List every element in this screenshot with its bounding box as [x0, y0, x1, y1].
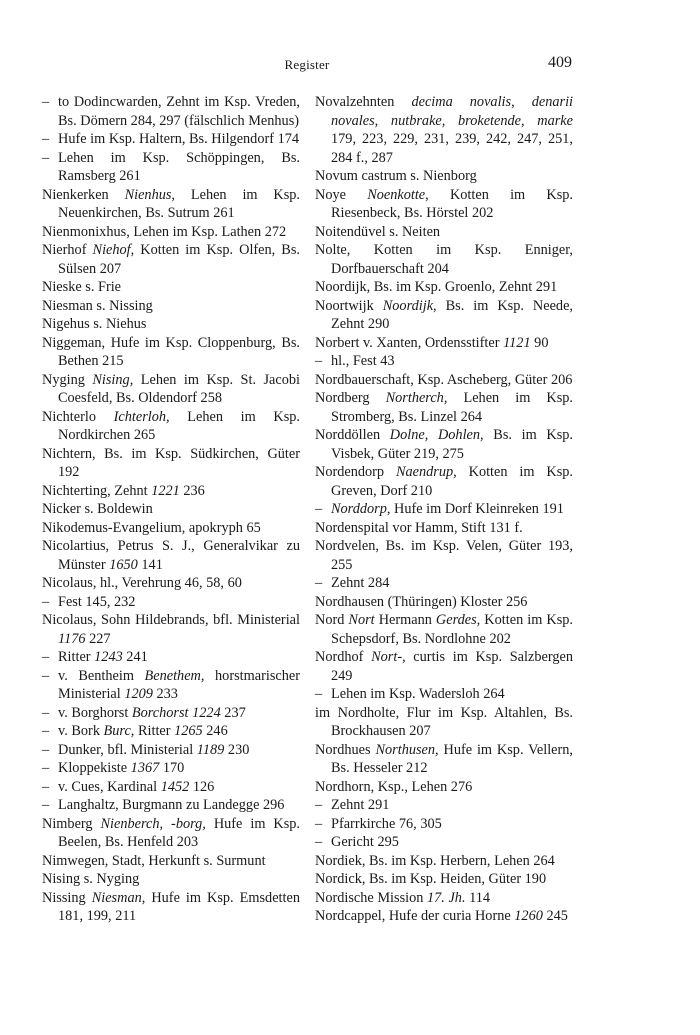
index-subentry [42, 778, 300, 797]
entry-text: 141 [137, 556, 163, 573]
entry-italic-text: 1221 [151, 482, 180, 499]
index-subentry [42, 149, 300, 186]
entry-text: Novalzehnten [315, 94, 412, 110]
index-entry [315, 537, 573, 574]
entry-italic-text: Noordijk, [382, 297, 437, 314]
index-subentry [42, 593, 300, 612]
index-subentry [42, 759, 300, 778]
entry-text: hl., Fest 43 [331, 353, 395, 369]
index-subentry [315, 796, 573, 815]
index-entry [315, 223, 573, 242]
index-entry [315, 334, 573, 353]
index-entry [315, 870, 573, 889]
entry-text: Nichtern, Bs. im Ksp. Südkirchen, Güter 192 [42, 445, 300, 480]
index-entry [315, 778, 573, 797]
page-number: 409 [548, 54, 572, 71]
entry-italic-text: 1224 [192, 704, 221, 721]
index-entry [315, 704, 573, 741]
entry-italic-text: Nienberch, -borg, [100, 815, 206, 832]
entry-italic-text: Dolne, Dohlen, [389, 427, 484, 443]
index-subentry [42, 796, 300, 815]
entry-text: Lehen im Ksp. Wadersloh 264 [331, 686, 505, 702]
index-subentry [42, 667, 300, 704]
index-entry [315, 519, 573, 538]
index-entry [42, 186, 300, 223]
entry-italic-text: 1452 [160, 778, 190, 795]
entry-text: Nyging [42, 371, 93, 388]
entry-text: Kotten im Ksp. Schepsdorf, Bs. Nordlohne 202 [331, 612, 573, 647]
index-entry [315, 852, 573, 871]
entry-text: Lehen im Ksp. Nordkirchen 265 [58, 408, 300, 443]
index-subentry [315, 574, 573, 593]
index-entry [42, 870, 300, 889]
index-entry [42, 315, 300, 334]
index-subentry [42, 704, 300, 723]
index-entry [42, 519, 300, 538]
entry-text: Nissing [42, 889, 92, 906]
entry-text: Kotten im Ksp. Greven, Dorf 210 [331, 464, 573, 499]
entry-text: Ritter [134, 723, 175, 739]
index-entry [315, 648, 573, 685]
entry-italic-text: Noenkotte, [367, 186, 429, 203]
index-entry [42, 889, 300, 926]
index-entry [315, 371, 573, 390]
index-column-right [315, 93, 573, 926]
index-entry [315, 741, 573, 778]
entry-text: Nigehus s. Niehus [42, 316, 147, 332]
entry-text: curtis im Ksp. Salzbergen 249 [331, 649, 573, 684]
index-entry [315, 297, 573, 334]
entry-text: Dunker, bfl. Ministerial [58, 741, 197, 758]
index-column-left [42, 93, 300, 926]
index-entry [315, 389, 573, 426]
entry-text: 90 [530, 334, 549, 351]
entry-italic-text: Ichterloh, [113, 408, 170, 425]
entry-italic-text: Northusen, [375, 741, 439, 758]
entry-text: Nordhof [315, 649, 372, 665]
entry-text: v. Bentheim [58, 667, 145, 684]
entry-text: Novum castrum s. Nienborg [315, 168, 477, 184]
entry-text: Pfarrkirche 76, 305 [331, 815, 442, 832]
entry-text: Nicolaus, Sohn Hildebrands, bfl. Ministerial [42, 612, 300, 628]
entry-text: Bs. im Ksp. Visbek, Güter 219, 275 [331, 427, 573, 462]
entry-italic-text: Benethem, [144, 667, 205, 684]
entry-text: Bs. im Ksp. Neede, Zehnt 290 [331, 297, 573, 332]
entry-text: Norddöllen [315, 427, 390, 443]
entry-text: 245 [542, 908, 568, 924]
entry-text: Nordbauerschaft, Ksp. Ascheberg, Güter 206 [315, 371, 573, 388]
entry-text: Nordische Mission [315, 889, 427, 906]
entry-text: Nichterlo [42, 408, 114, 425]
entry-text: Nieske s. Frie [42, 279, 122, 295]
entry-text: Ritter [58, 649, 95, 665]
entry-text: 170 [159, 760, 185, 776]
entry-italic-text: 1650 [109, 556, 138, 573]
entry-text: 227 [85, 630, 111, 647]
index-entry [42, 537, 300, 574]
index-subentry [315, 833, 573, 852]
index-subentry [315, 815, 573, 834]
entry-text: to Dodincwarden, Zehnt im Ksp. Vreden, Bs. Dömern 284, 297 (fälschlich Menhus) [58, 94, 300, 129]
index-entry [42, 334, 300, 371]
entry-text: Nordhorn, Ksp., Lehen 276 [315, 778, 473, 795]
index-entry [42, 611, 300, 648]
entry-text: 233 [152, 686, 178, 702]
entry-text: 179, 223, 229, 231, 239, 242, 247, 251, 284 f., 287 [331, 131, 573, 166]
entry-italic-text: Naendrup, [395, 464, 457, 480]
entry-text: Nolte, Kotten im Ksp. Enniger, Dorfbauerschaft 204 [315, 242, 573, 277]
entry-text: Langhaltz, Burgmann zu Landegge 296 [58, 797, 285, 813]
index-entry [42, 371, 300, 408]
entry-italic-text: decima novalis, denarii novales, nutbrake, broketende, marke [331, 94, 574, 129]
index-entry [42, 815, 300, 852]
entry-text: horstmarischer Ministerial [58, 667, 300, 702]
entry-text: Nordcappel, Hufe der curia Horne [315, 908, 515, 924]
entry-text: Lehen im Ksp. Schöppingen, Bs. Ramsberg 261 [58, 149, 300, 184]
entry-text: Niggeman, Hufe im Ksp. Cloppenburg, Bs. Bethen 215 [42, 334, 300, 369]
index-entry [42, 278, 300, 297]
index-entry [42, 500, 300, 519]
entry-text: Nordendorp [315, 464, 396, 480]
entry-text: v. Bork [58, 723, 104, 739]
index-entry [42, 482, 300, 501]
entry-text: Niesman s. Nissing [42, 297, 153, 314]
entry-text: Zehnt 284 [331, 575, 390, 591]
index-subentry [315, 685, 573, 704]
entry-text: Hufe im Ksp. Beelen, Bs. Henfeld 203 [58, 815, 300, 850]
entry-text: Nising s. Nyging [42, 871, 140, 887]
entry-italic-text: Niesman, [91, 889, 146, 906]
index-entry [42, 241, 300, 278]
entry-italic-text: 1265 [174, 723, 203, 739]
entry-text: Kotten im Ksp. Riesenbeck, Bs. Hörstel 202 [331, 186, 573, 221]
index-entry [42, 574, 300, 593]
entry-text: 126 [189, 778, 215, 795]
entry-text: Nimwegen, Stadt, Herkunft s. Surmunt [42, 852, 266, 869]
index-entry [315, 593, 573, 612]
entry-italic-text: Nort-, [371, 649, 406, 665]
entry-text: Hufe im Dorf Kleinreken 191 [390, 501, 564, 517]
entry-italic-text: Niehof, [92, 242, 135, 258]
entry-text: Hufe im Ksp. Vellern, Bs. Hesseler 212 [331, 741, 573, 776]
index-entry [315, 278, 573, 297]
entry-text: v. Borghorst [58, 704, 132, 721]
index-subentry [42, 741, 300, 760]
entry-text: Hermann [374, 612, 436, 628]
index-entry [42, 852, 300, 871]
entry-text: Nicolaus, hl., Verehrung 46, 58, 60 [42, 575, 242, 591]
entry-text: Nord [315, 612, 349, 628]
entry-text: Noordijk, Bs. im Ksp. Groenlo, Zehnt 291 [315, 279, 558, 295]
entry-italic-text: 1243 [94, 649, 123, 665]
entry-text: Noortwijk [315, 297, 383, 314]
index-entry [42, 223, 300, 242]
entry-text: 230 [224, 741, 250, 758]
entry-text: Hufe im Ksp. Haltern, Bs. Hilgendorf 174 [58, 131, 300, 147]
index-subentry [42, 93, 300, 130]
entry-text: Zehnt 291 [331, 797, 390, 813]
index-entry [315, 241, 573, 278]
entry-text: Norbert v. Xanten, Ordensstifter [315, 334, 504, 351]
entry-text: Nikodemus-Evangelium, apokryph 65 [42, 519, 261, 536]
entry-text: 237 [220, 704, 246, 721]
index-entry [42, 408, 300, 445]
index-entry [315, 167, 573, 186]
entry-text: 241 [122, 649, 148, 665]
entry-text: 114 [465, 889, 491, 906]
index-entry [315, 93, 573, 167]
entry-text: v. Cues, Kardinal [58, 778, 161, 795]
index-subentry [42, 722, 300, 741]
entry-italic-text: Borchorst [131, 704, 189, 721]
entry-text: Gericht 295 [331, 834, 399, 850]
entry-text: Nordhues [315, 741, 376, 758]
entry-text: Nordvelen, Bs. im Ksp. Velen, Güter 193, 255 [315, 538, 573, 573]
index-entry [315, 889, 573, 908]
index-entry [315, 611, 573, 648]
entry-italic-text: 1189 [196, 741, 225, 758]
entry-text: Hufe im Ksp. Emsdetten 181, 199, 211 [58, 889, 300, 924]
entry-italic-text: Nort [348, 612, 375, 628]
index-entry [315, 426, 573, 463]
entry-text: Nordiek, Bs. im Ksp. Herbern, Lehen 264 [315, 852, 555, 869]
page-header [42, 54, 572, 74]
entry-text: Nordberg [315, 390, 386, 406]
entry-text: Lehen im Ksp. St. Jacobi Coesfeld, Bs. Oldendorf 258 [58, 371, 301, 406]
entry-text: Kloppekiste [58, 760, 131, 776]
entry-italic-text: Nienhus, [124, 186, 175, 203]
entry-italic-text: Burc, [103, 723, 135, 739]
entry-text: 246 [202, 723, 228, 739]
index-entry [315, 463, 573, 500]
entry-text: Lehen im Ksp. Stromberg, Bs. Linzel 264 [331, 390, 573, 425]
entry-italic-text: Gerdes, [435, 612, 481, 628]
entry-text: Nierhof [42, 242, 93, 258]
entry-text: Nienmonixhus, Lehen im Ksp. Lathen 272 [42, 223, 287, 240]
index-entry [42, 297, 300, 316]
entry-italic-text: 1176 [58, 630, 86, 647]
entry-text: Nordhausen (Thüringen) Kloster 256 [315, 593, 528, 610]
entry-text: Nicolartius, Petrus S. J., Generalvikar zu Münster [42, 538, 300, 573]
entry-italic-text: 1209 [124, 686, 153, 702]
index-subentry [315, 352, 573, 371]
entry-italic-text: 1121 [503, 334, 531, 351]
entry-text: Fest 145, 232 [58, 593, 136, 610]
entry-text: Noitendüvel s. Neiten [315, 223, 441, 240]
index-subentry [42, 648, 300, 667]
entry-text: Nordick, Bs. im Ksp. Heiden, Güter 190 [315, 871, 547, 887]
entry-text: 236 [179, 482, 205, 499]
entry-text: Nienkerken [42, 186, 125, 203]
entry-italic-text: Nising, [92, 371, 134, 388]
entry-italic-text: 1367 [130, 760, 160, 776]
index-subentry [315, 500, 573, 519]
index-entry [42, 445, 300, 482]
index-subentry [42, 130, 300, 149]
index-entry [315, 186, 573, 223]
entry-text: Nicker s. Boldewin [42, 501, 153, 517]
index-entry [315, 907, 573, 926]
running-title: Register [284, 57, 330, 72]
entry-text: im Nordholte, Flur im Ksp. Altahlen, Bs. Brockhausen 207 [315, 704, 573, 739]
entry-text: Nichterting, Zehnt [42, 482, 152, 499]
entry-text: Noye [315, 186, 368, 203]
entry-italic-text: 1260 [514, 908, 543, 924]
entry-text: Nimberg [42, 815, 101, 832]
entry-text: Lehen im Ksp. Neuenkirchen, Bs. Sutrum 261 [58, 186, 301, 221]
entry-italic-text: Northerch, [385, 390, 448, 406]
entry-text: Nordenspital vor Hamm, Stift 131 f. [315, 519, 523, 536]
entry-italic-text: 17. Jh. [427, 889, 466, 906]
entry-italic-text: Norddorp, [331, 501, 391, 517]
entry-text: Kotten im Ksp. Olfen, Bs. Sülsen 207 [58, 242, 300, 277]
